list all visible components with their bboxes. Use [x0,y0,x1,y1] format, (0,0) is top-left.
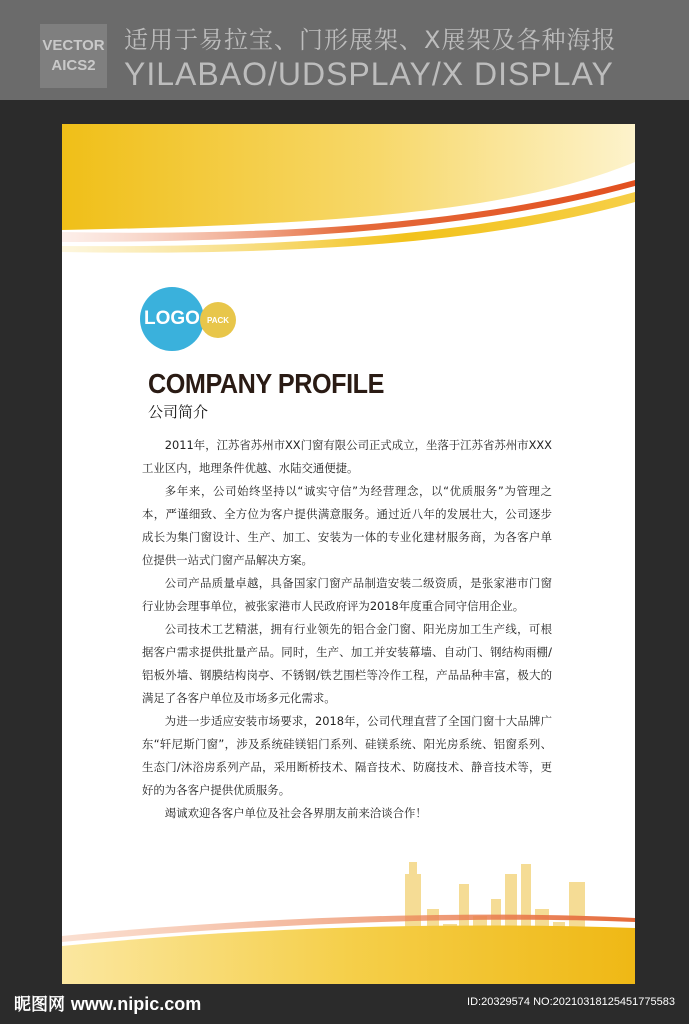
poster [62,124,635,984]
paragraph: 竭诚欢迎各客户单位及社会各界朋友前来洽谈合作！ [164,806,427,820]
paragraph: 为进一步适应安装市场要求，2018年，公司代理直营了全国门窗十大品牌广东“轩尼斯门窗”，涉及系统硅镁铝门系列、硅镁系统、阳光房系统、铝窗系列、生态门/沐浴房系列产品，采用断桥技术、隔音技术、防腐技术、静音技术等，更好的为各客户提供优质服务。 [142,714,552,797]
vector-badge [40,24,107,88]
badge-line1: VECTOR [42,37,105,54]
watermark-brand [14,990,201,1015]
top-banner [0,0,689,100]
paragraph: 公司产品质量卓越，具备国家门窗产品制造安装二级资质，是张家港市门窗行业协会理事单位，被张家港市人民政府评为2018年度重合同守信用企业。 [142,576,552,613]
page-title: COMPANY PROFILE [148,368,384,399]
company-logo: LOGO [140,287,204,351]
image-id-text: ID:20329574 NO:20210318125451775583 [467,996,675,1008]
banner-title-cn: 适用于易拉宝、门形展架、X展架及各种海报 [124,26,617,54]
top-wave-decoration [62,124,635,264]
paragraph: 2011年，江苏省苏州市XX门窗有限公司正式成立，坐落于江苏省苏州市XXX工业区内，地理条件优越、水陆交通便捷。 [142,438,552,475]
site-url[interactable]: www.nipic.com [70,994,202,1014]
brand-name: 昵图网 [14,995,65,1015]
badge-line2: AICS2 [51,57,96,74]
banner-title-en: YILABAO/UDSPLAY/X DISPLAY [124,56,614,92]
page-subtitle: 公司简介 [148,403,209,421]
paragraph: 公司技术工艺精湛，拥有行业领先的铝合金门窗、阳光房加工生产线，可根据客户需求提供批量产品。同时，生产、加工并安装幕墙、自动门、钢结构雨棚/铝板外墙、钢膜结构岗亭、不锈钢/铁艺围栏等冷作工程，产品品种丰富，极大的满足了各客户单位及市场多元化需求。 [142,622,552,705]
bottom-wave-decoration [62,904,635,984]
logo-pack-badge: PACK [200,302,236,338]
paragraph: 多年来，公司始终坚持以“诚实守信”为经营理念，以“优质服务”为管理之本，严谨细致、全方位为客户提供满意服务。通过近八年的发展壮大，公司逐步成长为集门窗设计、生产、加工、安装为一体的专业化建材服务商，为各客户单位提供一站式门窗产品解决方案。 [142,484,552,567]
profile-body [142,434,552,825]
